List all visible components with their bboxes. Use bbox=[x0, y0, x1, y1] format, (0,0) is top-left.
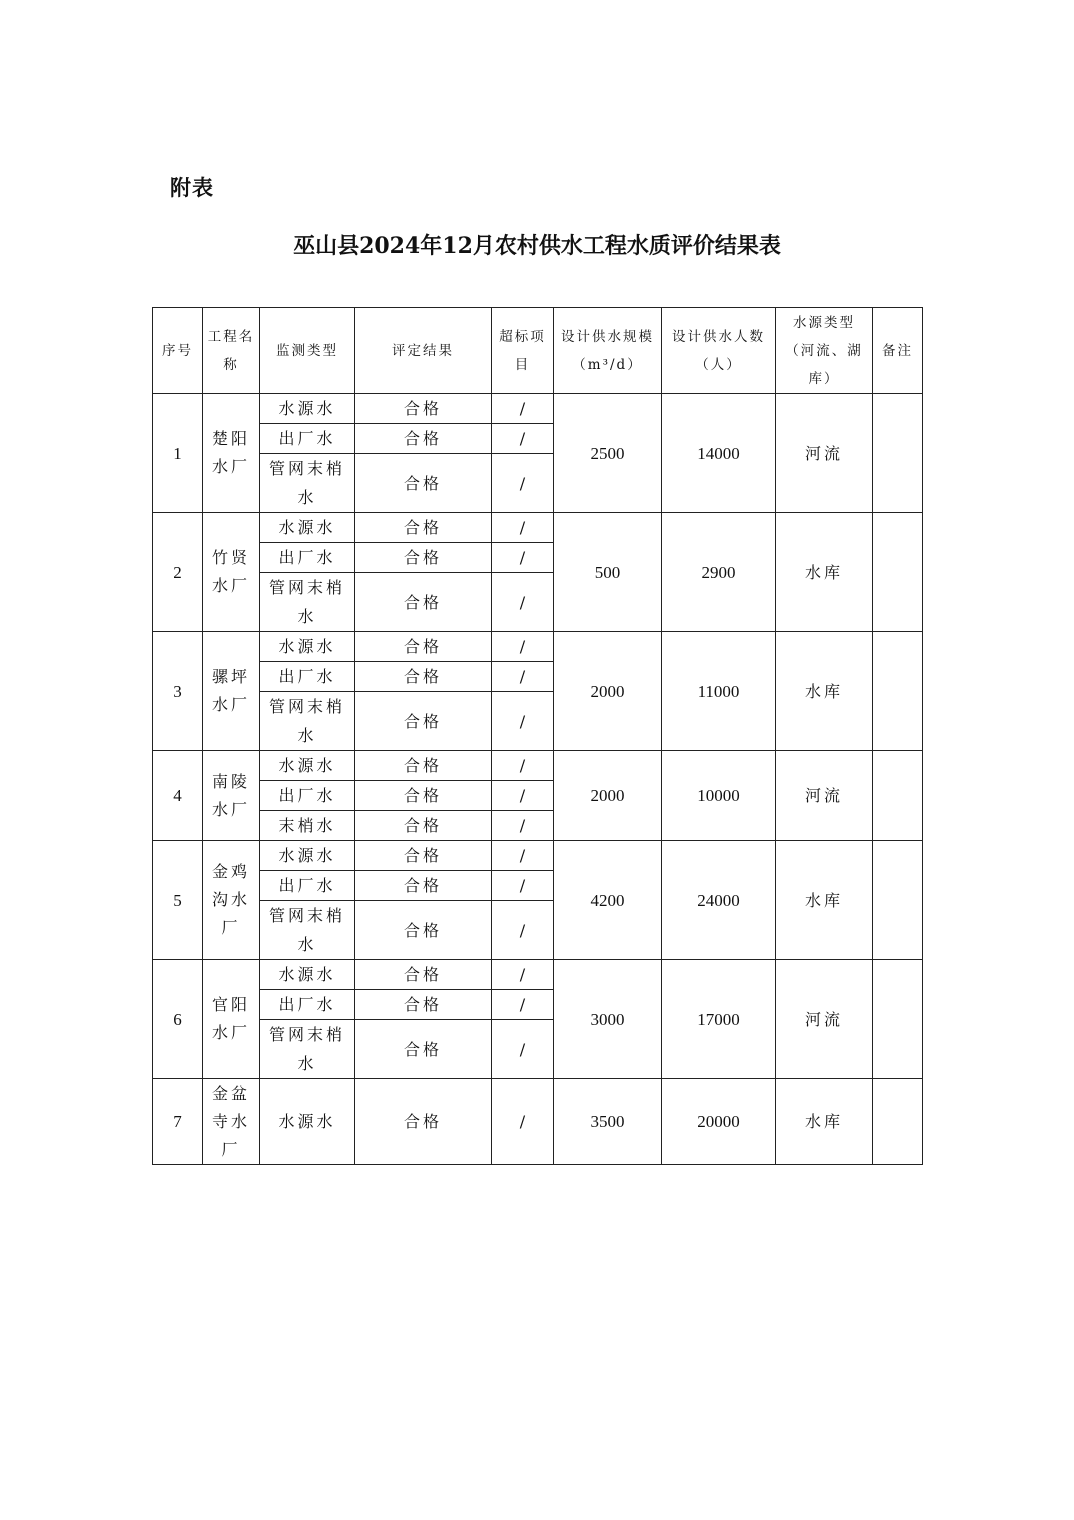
cell-monitor-type: 水源水 bbox=[260, 513, 355, 543]
cell-scale: 2000 bbox=[554, 751, 662, 841]
cell-plant-name: 官阳水厂 bbox=[203, 960, 260, 1079]
cell-result: 合格 bbox=[355, 573, 492, 632]
cell-remark bbox=[873, 751, 923, 841]
cell-result: 合格 bbox=[355, 424, 492, 454]
water-quality-table bbox=[152, 307, 923, 1165]
cell-source-type: 河流 bbox=[776, 960, 873, 1079]
appendix-label: 附表 bbox=[170, 175, 214, 200]
cell-monitor-type: 水源水 bbox=[260, 1079, 355, 1165]
cell-result: 合格 bbox=[355, 960, 492, 990]
cell-result: 合格 bbox=[355, 811, 492, 841]
cell-result: 合格 bbox=[355, 1020, 492, 1079]
cell-monitor-type: 水源水 bbox=[260, 841, 355, 871]
cell-exceed: / bbox=[492, 751, 554, 781]
cell-exceed: / bbox=[492, 871, 554, 901]
cell-result: 合格 bbox=[355, 454, 492, 513]
cell-exceed: / bbox=[492, 781, 554, 811]
cell-source-type: 水库 bbox=[776, 513, 873, 632]
cell-population: 11000 bbox=[662, 632, 776, 751]
cell-exceed: / bbox=[492, 841, 554, 871]
cell-exceed: / bbox=[492, 424, 554, 454]
cell-monitor-type: 管网末梢水 bbox=[260, 692, 355, 751]
header-remark: 备注 bbox=[873, 308, 923, 394]
cell-exceed: / bbox=[492, 662, 554, 692]
cell-result: 合格 bbox=[355, 543, 492, 573]
cell-result: 合格 bbox=[355, 662, 492, 692]
cell-result: 合格 bbox=[355, 1079, 492, 1165]
cell-scale: 3500 bbox=[554, 1079, 662, 1165]
cell-exceed: / bbox=[492, 513, 554, 543]
table-row bbox=[153, 632, 923, 662]
cell-scale: 500 bbox=[554, 513, 662, 632]
cell-source-type: 河流 bbox=[776, 394, 873, 513]
cell-monitor-type: 水源水 bbox=[260, 960, 355, 990]
cell-exceed: / bbox=[492, 901, 554, 960]
cell-population: 2900 bbox=[662, 513, 776, 632]
cell-remark bbox=[873, 513, 923, 632]
cell-result: 合格 bbox=[355, 632, 492, 662]
header-no: 序号 bbox=[153, 308, 203, 394]
cell-result: 合格 bbox=[355, 841, 492, 871]
cell-monitor-type: 水源水 bbox=[260, 394, 355, 424]
cell-monitor-type: 管网末梢水 bbox=[260, 901, 355, 960]
table-row bbox=[153, 1079, 923, 1165]
cell-monitor-type: 出厂水 bbox=[260, 662, 355, 692]
cell-result: 合格 bbox=[355, 692, 492, 751]
cell-plant-name: 骡坪水厂 bbox=[203, 632, 260, 751]
cell-no: 1 bbox=[153, 394, 203, 513]
table-body bbox=[153, 394, 923, 1165]
cell-scale: 2000 bbox=[554, 632, 662, 751]
cell-population: 20000 bbox=[662, 1079, 776, 1165]
table-row bbox=[153, 513, 923, 543]
header-exceed: 超标项目 bbox=[492, 308, 554, 394]
table-row bbox=[153, 960, 923, 990]
cell-monitor-type: 水源水 bbox=[260, 632, 355, 662]
cell-monitor-type: 出厂水 bbox=[260, 781, 355, 811]
cell-monitor-type: 出厂水 bbox=[260, 990, 355, 1020]
cell-no: 4 bbox=[153, 751, 203, 841]
cell-monitor-type: 管网末梢水 bbox=[260, 573, 355, 632]
cell-exceed: / bbox=[492, 454, 554, 513]
cell-exceed: / bbox=[492, 692, 554, 751]
cell-exceed: / bbox=[492, 394, 554, 424]
cell-monitor-type: 管网末梢水 bbox=[260, 1020, 355, 1079]
cell-plant-name: 楚阳水厂 bbox=[203, 394, 260, 513]
cell-exceed: / bbox=[492, 573, 554, 632]
cell-no: 5 bbox=[153, 841, 203, 960]
cell-plant-name: 南陵水厂 bbox=[203, 751, 260, 841]
cell-exceed: / bbox=[492, 1020, 554, 1079]
cell-source-type: 水库 bbox=[776, 632, 873, 751]
header-result: 评定结果 bbox=[355, 308, 492, 394]
cell-plant-name: 竹贤水厂 bbox=[203, 513, 260, 632]
header-row bbox=[153, 308, 923, 394]
cell-source-type: 河流 bbox=[776, 751, 873, 841]
document-title: 巫山县2024年12月农村供水工程水质评价结果表 bbox=[293, 233, 781, 259]
header-monitor-type: 监测类型 bbox=[260, 308, 355, 394]
table-row bbox=[153, 751, 923, 781]
cell-source-type: 水库 bbox=[776, 841, 873, 960]
cell-result: 合格 bbox=[355, 513, 492, 543]
cell-monitor-type: 管网末梢水 bbox=[260, 454, 355, 513]
cell-exceed: / bbox=[492, 811, 554, 841]
cell-result: 合格 bbox=[355, 990, 492, 1020]
table-row bbox=[153, 394, 923, 424]
cell-remark bbox=[873, 841, 923, 960]
header-population: 设计供水人数（人） bbox=[662, 308, 776, 394]
header-scale: 设计供水规模（m³/d） bbox=[554, 308, 662, 394]
header-name: 工程名称 bbox=[203, 308, 260, 394]
cell-population: 17000 bbox=[662, 960, 776, 1079]
cell-scale: 2500 bbox=[554, 394, 662, 513]
cell-monitor-type: 出厂水 bbox=[260, 424, 355, 454]
cell-result: 合格 bbox=[355, 751, 492, 781]
cell-population: 10000 bbox=[662, 751, 776, 841]
cell-scale: 3000 bbox=[554, 960, 662, 1079]
cell-monitor-type: 水源水 bbox=[260, 751, 355, 781]
cell-no: 7 bbox=[153, 1079, 203, 1165]
header-source-type: 水源类型（河流、湖库） bbox=[776, 308, 873, 394]
cell-plant-name: 金鸡沟水厂 bbox=[203, 841, 260, 960]
cell-exceed: / bbox=[492, 1079, 554, 1165]
cell-plant-name: 金盆寺水厂 bbox=[203, 1079, 260, 1165]
cell-monitor-type: 出厂水 bbox=[260, 871, 355, 901]
cell-population: 14000 bbox=[662, 394, 776, 513]
cell-result: 合格 bbox=[355, 871, 492, 901]
cell-population: 24000 bbox=[662, 841, 776, 960]
cell-remark bbox=[873, 394, 923, 513]
cell-remark bbox=[873, 632, 923, 751]
cell-monitor-type: 末梢水 bbox=[260, 811, 355, 841]
cell-exceed: / bbox=[492, 960, 554, 990]
table-row bbox=[153, 841, 923, 871]
cell-result: 合格 bbox=[355, 901, 492, 960]
cell-no: 3 bbox=[153, 632, 203, 751]
cell-exceed: / bbox=[492, 632, 554, 662]
cell-scale: 4200 bbox=[554, 841, 662, 960]
cell-exceed: / bbox=[492, 543, 554, 573]
cell-no: 2 bbox=[153, 513, 203, 632]
cell-monitor-type: 出厂水 bbox=[260, 543, 355, 573]
cell-remark bbox=[873, 1079, 923, 1165]
cell-result: 合格 bbox=[355, 781, 492, 811]
cell-no: 6 bbox=[153, 960, 203, 1079]
cell-remark bbox=[873, 960, 923, 1079]
cell-result: 合格 bbox=[355, 394, 492, 424]
cell-source-type: 水库 bbox=[776, 1079, 873, 1165]
cell-exceed: / bbox=[492, 990, 554, 1020]
